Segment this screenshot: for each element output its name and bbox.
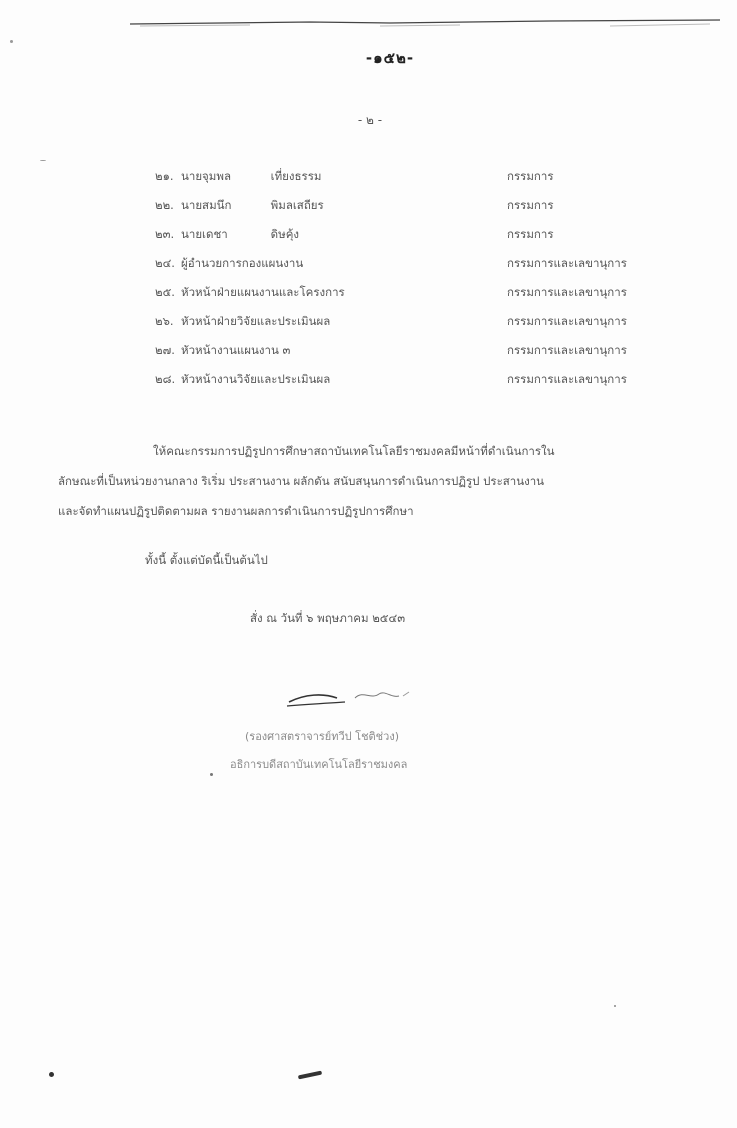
member-number: ๒๖. [155,314,174,328]
member-row [155,371,655,400]
member-role: กรรมการและเลขานุการ [507,314,627,328]
member-name: นายสมนึก [181,198,232,212]
member-name: หัวหน้าฝ่ายแผนงานและโครงการ [181,285,345,299]
member-role: กรรมการและเลขานุการ [507,256,627,270]
closing-statement: ทั้งนี้ ตั้งแต่บัดนี้เป็นต้นไป [145,553,268,567]
scan-speck [298,1071,322,1080]
member-row [155,255,655,284]
issue-date: สั่ง ณ วันที่ ๖ พฤษภาคม ๒๕๔๓ [250,611,406,625]
member-role: กรรมการ [507,198,554,212]
member-number: ๒๔. [155,256,175,270]
page-number: - ๒ - [357,113,383,127]
member-row [155,197,655,226]
member-number: ๒๓. [155,227,175,241]
member-name: นายเดชา [181,227,228,241]
member-role: กรรมการและเลขานุการ [507,285,627,299]
scan-speck [49,1072,54,1077]
member-row [155,284,655,313]
signer-title: อธิการบดีสถาบันเทคโนโลยีราชมงคล [230,758,408,771]
handwritten-signature [285,684,425,714]
member-number: ๒๑. [155,169,174,183]
scan-speck [210,773,213,776]
member-name: หัวหน้าฝ่ายวิจัยและประเมินผล [181,314,331,328]
scan-speck [40,160,46,161]
member-name: หัวหน้างานวิจัยและประเมินผล [181,372,331,386]
member-surname: ดิษคุ้ง [270,227,300,241]
member-surname: พิมลเสถียร [270,198,324,212]
paragraph-line: ลักษณะที่เป็นหน่วยงานกลาง ริเริ่ม ประสานงาน ผลักดัน สนับสนุนการดำเนินการปฏิรูป ประสานงาน [58,474,545,488]
member-number: ๒๗. [155,343,175,357]
member-number: ๒๕. [155,285,175,299]
member-row [155,313,655,342]
member-role: กรรมการและเลขานุการ [507,343,627,357]
committee-member-list [155,168,655,400]
member-name: ผู้อำนวยการกองแผนงาน [181,256,304,270]
member-surname: เที่ยงธรรม [270,169,322,183]
member-role: กรรมการและเลขานุการ [507,372,627,386]
scan-speck [614,1005,616,1007]
paragraph-line: และจัดทำแผนปฏิรูปติดตามผล รายงานผลการดำเนินการปฏิรูปการศึกษา [58,504,414,518]
duties-paragraph [58,436,668,526]
member-name: หัวหน้างานแผนงาน ๓ [181,343,291,357]
member-row [155,342,655,371]
member-role: กรรมการ [507,169,554,183]
member-number: ๒๒. [155,198,174,212]
document-stamp-number: -๑๕๒- [365,49,415,67]
signer-name: (รองศาสตราจารย์ทวีป โชติช่วง) [245,730,399,743]
scan-speck [10,40,13,43]
member-name: นายจุมพล [181,169,232,183]
member-role: กรรมการ [507,227,554,241]
paragraph-line: ให้คณะกรรมการปฏิรูปการศึกษาสถาบันเทคโนโลยีราชมงคลมีหน้าที่ดำเนินการใน [153,444,555,458]
member-row [155,226,655,255]
member-row [155,168,655,197]
header-scan-rule [130,18,720,28]
member-number: ๒๘. [155,372,176,386]
